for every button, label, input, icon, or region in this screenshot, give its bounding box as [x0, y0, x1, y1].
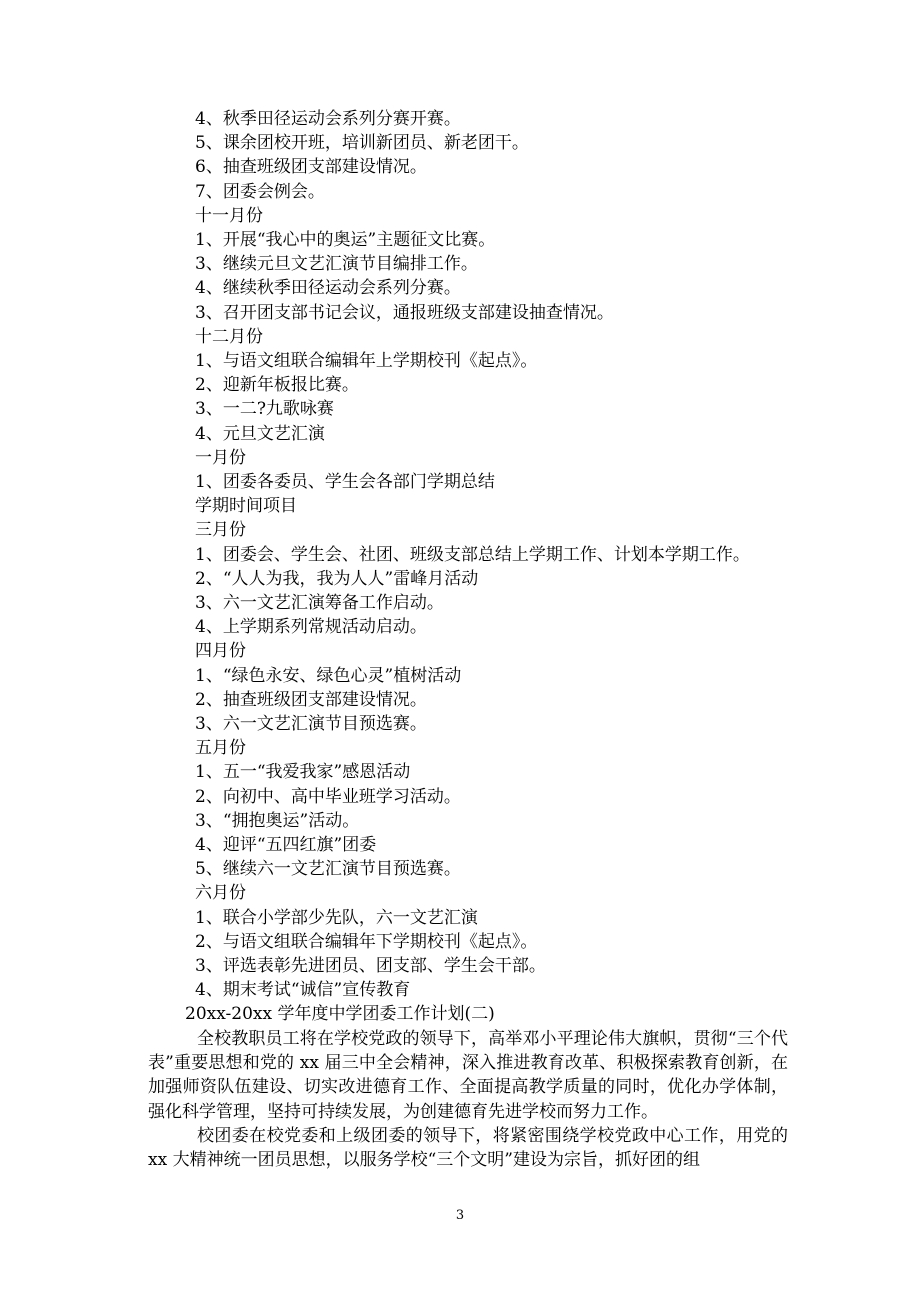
- plan-line: 2、迎新年板报比赛。: [195, 375, 359, 396]
- plan-line: 2、与语文组联合编辑年下学期校刊《起点》。: [195, 931, 538, 952]
- plan-line: 3、六一文艺汇演筹备工作启动。: [195, 593, 444, 613]
- section-title: 20xx-20xx 学年度中学团委工作计划(二): [185, 1004, 495, 1025]
- plan-line: 4、上学期系列常规活动启动。: [195, 617, 427, 638]
- plan-line: 1、“绿色永安、绿色心灵”植树活动: [195, 665, 462, 686]
- plan-line: 3、评选表彰先进团员、团支部、学生会干部。: [195, 956, 546, 976]
- plan-line: 三月份: [195, 520, 246, 541]
- plan-line: 十二月份: [195, 326, 263, 347]
- plan-line: 3、召开团支部书记会议，通报班级支部建设抽查情况。: [195, 302, 614, 323]
- body-paragraph: 校团委在校党委和上级团委的领导下，将紧密围绕学校党政中心工作，用党的 xx 大精神统一团员思想，以服务学校“三个文明”建设为宗旨，抓好团的组: [148, 1125, 788, 1170]
- plan-line: 1、团委各委员、学生会各部门学期总结: [195, 472, 495, 492]
- plan-line: 十一月份: [195, 205, 263, 226]
- plan-line: 3、继续元旦文艺汇演节目编排工作。: [195, 254, 478, 275]
- plan-line: 3、一二?九歌咏赛: [195, 399, 334, 420]
- plan-line: 一月份: [195, 447, 246, 468]
- plan-line: 五月份: [195, 738, 246, 759]
- plan-line: 3、“拥抱奥运”活动。: [195, 810, 360, 831]
- plan-line: 3、六一文艺汇演节目预选赛。: [195, 714, 427, 734]
- plan-line: 4、继续秋季田径运动会系列分赛。: [195, 278, 461, 299]
- plan-line: 7、团委会例会。: [195, 181, 325, 202]
- plan-line: 4、元旦文艺汇演: [195, 423, 325, 444]
- plan-line: 学期时间项目: [195, 496, 297, 517]
- plan-line: 1、与语文组联合编辑年上学期校刊《起点》。: [195, 351, 538, 371]
- plan-line: 2、抽查班级团支部建设情况。: [195, 689, 427, 710]
- plan-line: 2、向初中、高中毕业班学习活动。: [195, 786, 461, 807]
- page-number: 3: [455, 1208, 465, 1223]
- plan-line: 1、开展“我心中的奥运”主题征文比赛。: [195, 230, 496, 250]
- plan-line: 6、抽查班级团支部建设情况。: [195, 157, 427, 178]
- plan-line: 1、团委会、学生会、社团、班级支部总结上学期工作、计划本学期工作。: [195, 544, 750, 565]
- plan-line: 4、迎评“五四红旗”团委: [195, 835, 377, 855]
- plan-line: 4、期末考试“诚信”宣传教育: [195, 980, 411, 1001]
- plan-line: 1、联合小学部少先队，六一文艺汇演: [195, 907, 478, 928]
- plan-line: 1、五一“我爱我家”感恩活动: [195, 762, 411, 783]
- plan-line: 四月份: [195, 641, 246, 662]
- body-paragraph: 全校教职员工将在学校党政的领导下，高举邓小平理论伟大旗帜，贯彻“三个代表”重要思想和党的 xx 届三中全会精神，深入推进教育改革、积极探索教育创新，在加强师资队伍建设、切实改进德育工作、全面提高教学质量的同时，优化办学体制，强化科学管理，坚持可持续发展，为创建德育先进学校而努力工作。: [148, 1028, 788, 1122]
- plan-line: 5、继续六一文艺汇演节目预选赛。: [195, 859, 461, 880]
- plan-line: 六月份: [195, 883, 246, 904]
- plan-line: 5、课余团校开班，培训新团员、新老团干。: [195, 133, 529, 154]
- plan-line: 2、“人人为我，我为人人”雷峰月活动: [195, 568, 479, 589]
- plan-line: 4、秋季田径运动会系列分赛开赛。: [195, 109, 461, 129]
